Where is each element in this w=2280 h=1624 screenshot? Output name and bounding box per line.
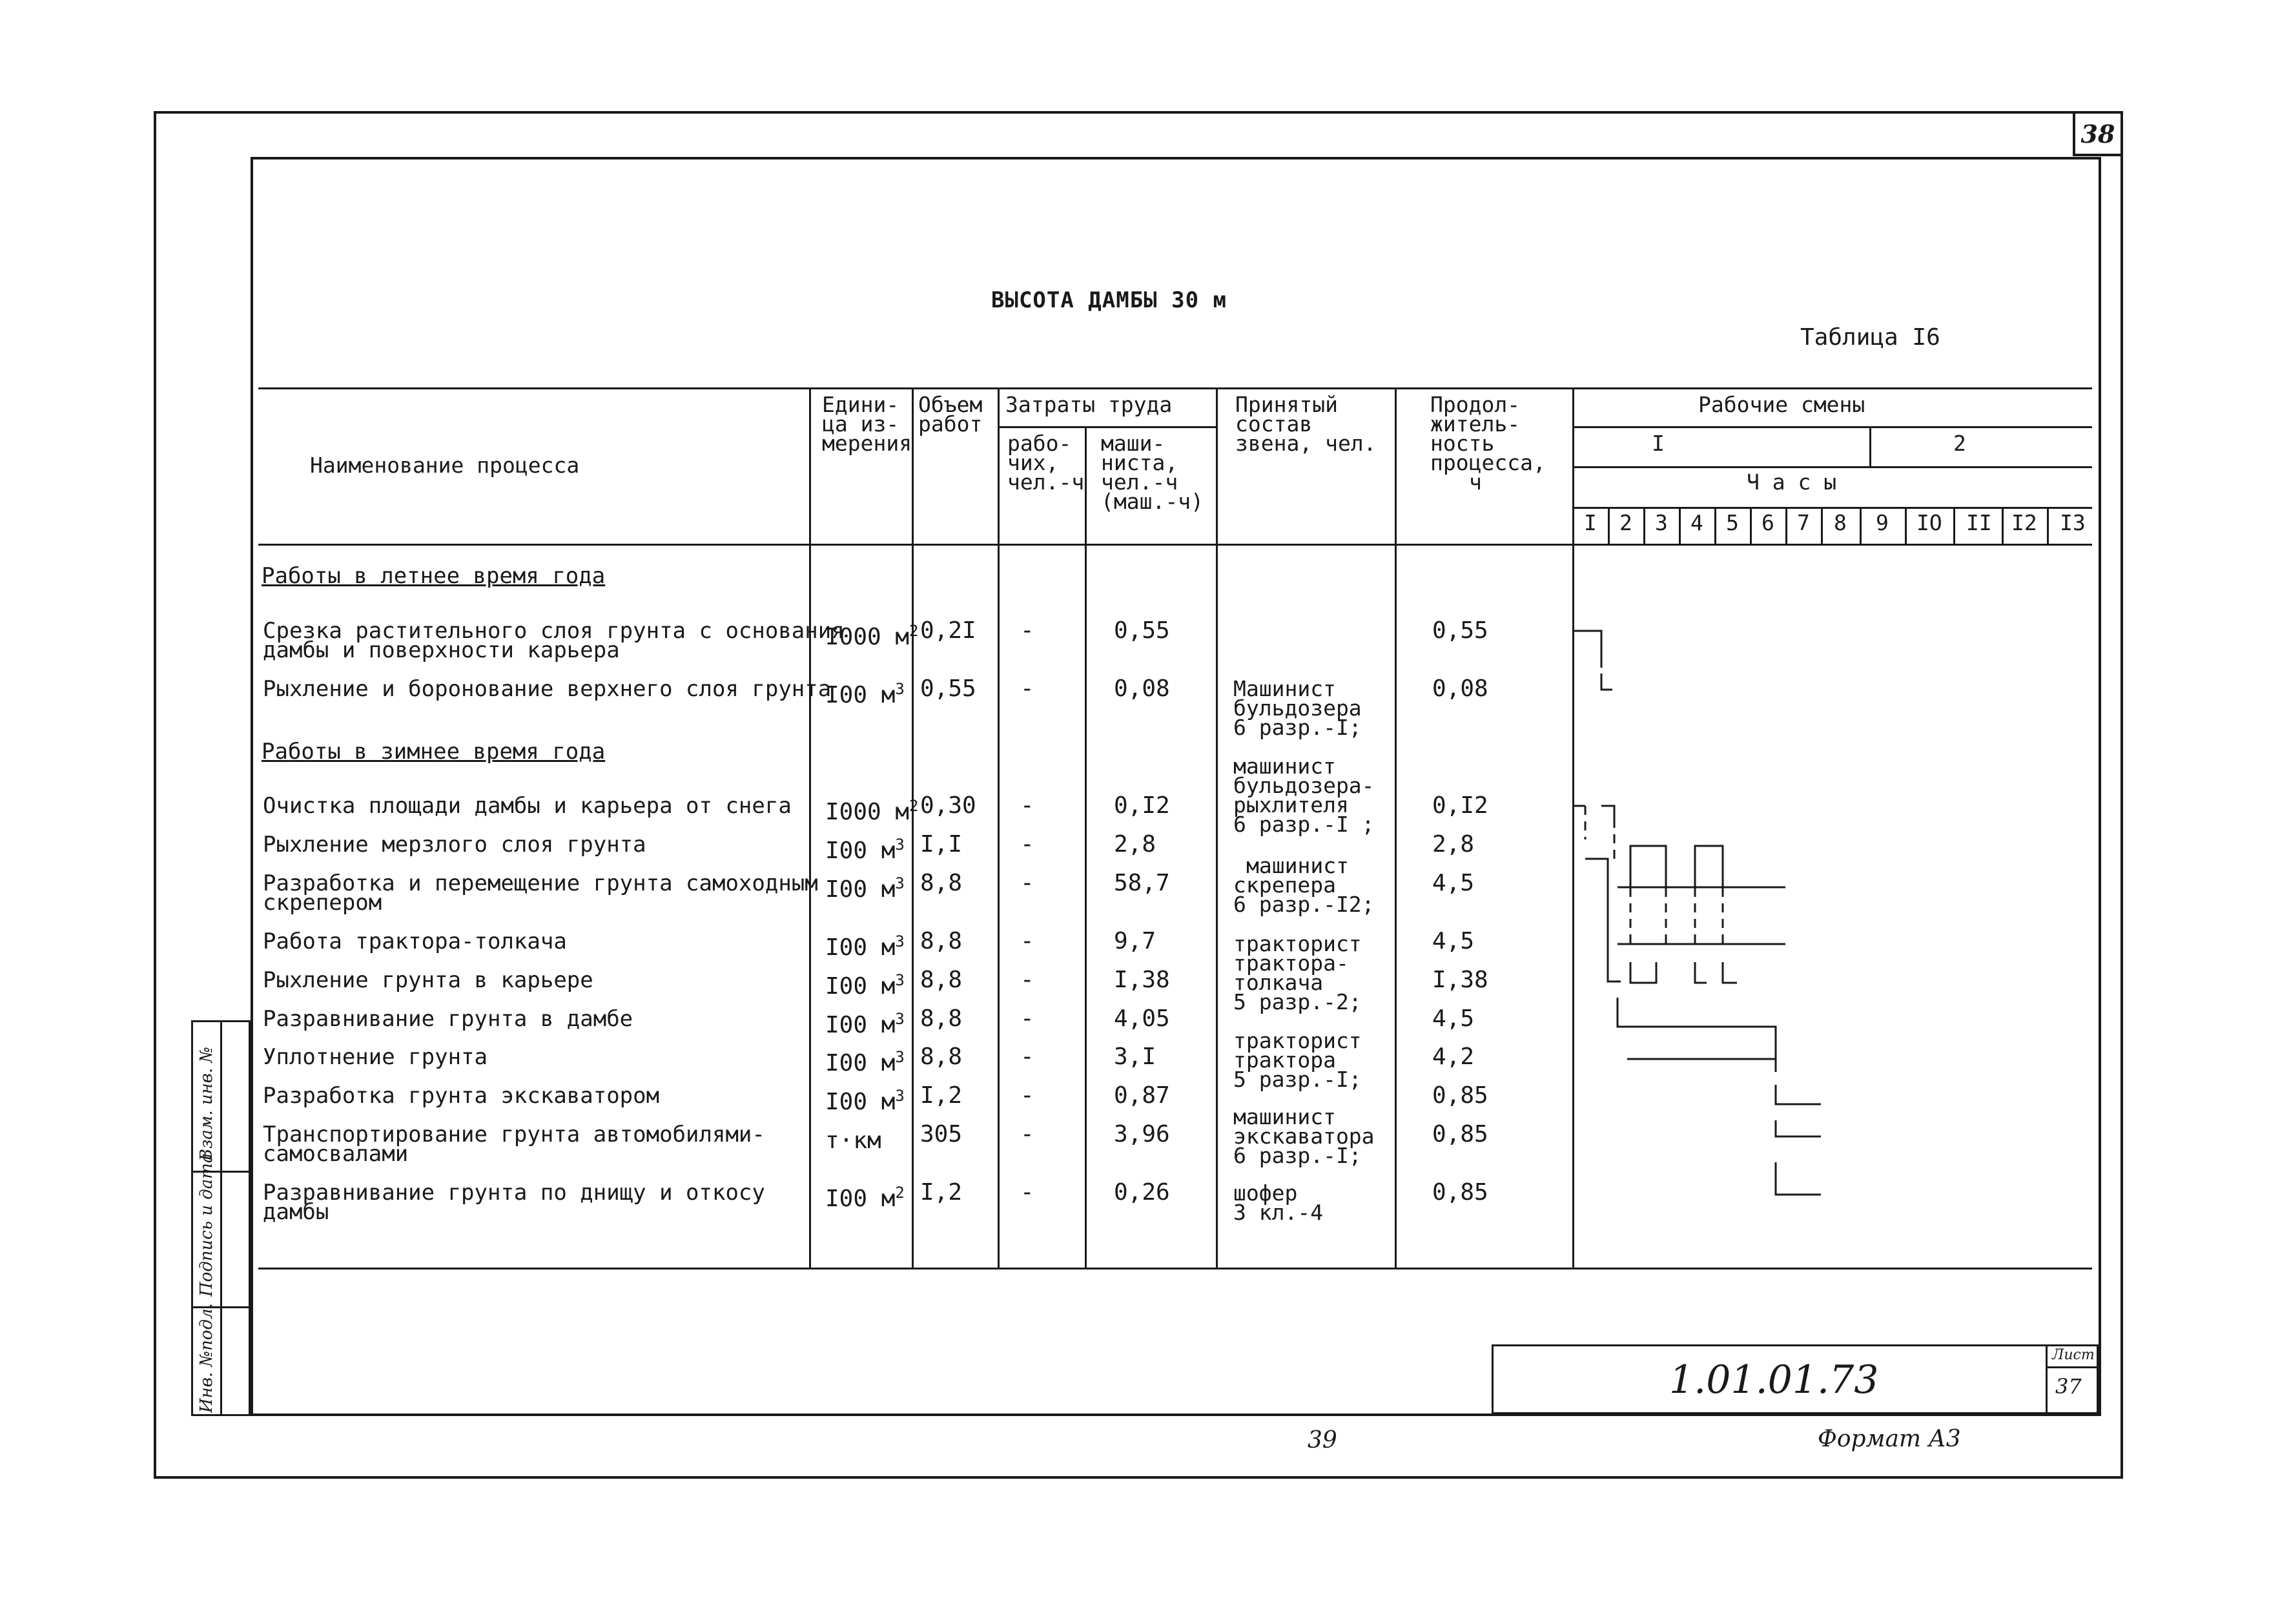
crew-note-driver: шофер 3 кл.-4 [1233, 1180, 1324, 1225]
workers-cell: - [1020, 675, 1034, 702]
process-name: Разработка и перемещение грунта самоходным скрепером [263, 870, 818, 916]
volume-cell: 8,8 [920, 967, 963, 993]
unit-cell: I00 $м^3$ [825, 874, 905, 903]
process-name: Рыхление и боронование верхнего слоя грунта [263, 676, 832, 702]
crew-note-tractor: тракторист трактора 5 разр.-I; [1233, 1028, 1362, 1092]
stamp-inv-original: Инв. №подл. [197, 1303, 216, 1413]
machinists-cell: 4,05 [1114, 1005, 1170, 1032]
duration-cell: 2,8 [1432, 831, 1475, 858]
hour-5: 5 [1726, 510, 1739, 535]
stamp-signature-date: Подпись и дата [197, 1153, 216, 1297]
workers-cell: - [1020, 967, 1034, 993]
process-name: Транспортирование грунта автомобилями- самосвалами [263, 1122, 765, 1167]
process-name: Срезка растительного слоя грунта с основания дамбы и поверхности карьера [263, 618, 845, 663]
page-number-bottom: 39 [1308, 1427, 1337, 1454]
machinists-cell: 0,08 [1114, 675, 1170, 702]
machinists-cell: I,38 [1114, 967, 1170, 993]
hour-6: 6 [1761, 510, 1774, 535]
section-winter: Работы в зимнее время года [262, 739, 606, 765]
header-labor: Затраты труда [1005, 392, 1173, 417]
hour-11: II [1966, 510, 1992, 535]
unit-cell: I00 $м^3$ [825, 1087, 905, 1115]
volume-cell: I,2 [920, 1082, 963, 1109]
crew-note-pusher: тракторист трактора- толкача 5 разр.-2; [1233, 931, 1362, 1014]
machinists-cell: 0,26 [1114, 1179, 1170, 1206]
workers-cell: - [1020, 1179, 1034, 1206]
volume-cell: 8,8 [920, 870, 963, 896]
section-summer: Работы в летнее время года [262, 563, 606, 589]
machinists-cell: 9,7 [1114, 928, 1156, 954]
process-name: Разработка грунта экскаватором [263, 1083, 660, 1109]
table-label: Таблица I6 [1800, 324, 1940, 351]
workers-cell: - [1020, 870, 1034, 896]
hour-3: 3 [1655, 510, 1668, 535]
format-label: Формат А3 [1818, 1426, 1961, 1452]
unit-cell: I000 $м^2$ [825, 622, 919, 650]
unit-cell: I00 $м^3$ [825, 1048, 905, 1076]
workers-cell: - [1020, 928, 1034, 954]
volume-cell: 8,8 [920, 1005, 963, 1032]
machinists-cell: 58,7 [1114, 870, 1170, 896]
volume-cell: 305 [920, 1121, 963, 1147]
hour-7: 7 [1797, 510, 1810, 535]
header-shift-1: I [1652, 431, 1665, 456]
workers-cell: - [1020, 617, 1034, 644]
duration-cell: 0,85 [1432, 1179, 1488, 1206]
workers-cell: - [1020, 792, 1034, 819]
duration-cell: 4,5 [1432, 1005, 1475, 1032]
top-sheet-number: 38 [2073, 111, 2123, 156]
volume-cell: 0,2I [920, 617, 976, 644]
side-stamp [191, 1020, 251, 1416]
hour-9: 9 [1876, 510, 1889, 535]
document-title: ВЫСОТА ДАМБЫ 30 м [991, 287, 1227, 313]
volume-cell: I,I [920, 831, 963, 858]
header-shifts: Рабочие смены [1698, 392, 1865, 417]
header-volume: Объем работ [918, 392, 983, 437]
hour-4: 4 [1690, 510, 1703, 535]
workers-cell: - [1020, 1005, 1034, 1032]
process-name: Очистка площади дамбы и карьера от снега [263, 793, 792, 819]
unit-cell: I00 $м^2$ [825, 1184, 905, 1212]
hour-8: 8 [1834, 510, 1847, 535]
volume-cell: I,2 [920, 1179, 963, 1206]
workers-cell: - [1020, 1082, 1034, 1109]
duration-cell: 4,5 [1432, 870, 1475, 896]
unit-cell: I00 $м^3$ [825, 971, 905, 1000]
header-unit: Едини- ца из- мерения [822, 392, 912, 456]
duration-cell: 0,85 [1432, 1082, 1488, 1109]
unit-cell: I00 $м^3$ [825, 1010, 905, 1038]
hour-10: IO [1916, 510, 1942, 535]
stamp-replacement-inv: Взам. инв. № [197, 1046, 216, 1161]
document-code: 1.01.01.73 [1669, 1357, 1879, 1403]
unit-cell: т·км [825, 1127, 881, 1154]
machinists-cell: 0,55 [1114, 617, 1170, 644]
machinists-cell: 2,8 [1114, 831, 1156, 858]
volume-cell: 0,55 [920, 675, 976, 702]
process-name: Разравнивание грунта по днищу и откосу дамбы [263, 1180, 765, 1225]
crew-note-bulldozer: Машинист бульдозера 6 разр.-I; [1233, 676, 1362, 740]
process-name: Рыхление грунта в карьере [263, 967, 593, 993]
machinists-cell: 3,96 [1114, 1121, 1170, 1147]
duration-cell: 0,08 [1432, 675, 1488, 702]
duration-cell: 4,2 [1432, 1043, 1475, 1070]
hour-13: I3 [2060, 510, 2086, 535]
duration-cell: 4,5 [1432, 928, 1475, 954]
header-machinists: маши- ниста, чел.-ч (маш.-ч) [1101, 431, 1204, 514]
header-crew: Принятый состав звена, чел. [1235, 392, 1377, 456]
unit-cell: I00 $м^3$ [825, 680, 905, 708]
header-process: Наименование процесса [310, 453, 580, 478]
machinists-cell: 0,I2 [1114, 792, 1170, 819]
duration-cell: 0,85 [1432, 1121, 1488, 1147]
process-name: Работа трактора-толкача [263, 929, 567, 954]
header-hours: Ч а с ы [1747, 469, 1837, 495]
header-shift-2: 2 [1953, 431, 1966, 456]
process-name: Уплотнение грунта [263, 1044, 488, 1070]
sheet-value: 37 [2055, 1374, 2082, 1399]
volume-cell: 8,8 [920, 928, 963, 954]
unit-cell: I00 $м^3$ [825, 836, 905, 864]
crew-note-scraper: машинист [1246, 853, 1349, 878]
workers-cell: - [1020, 831, 1034, 858]
workers-cell: - [1020, 1121, 1034, 1147]
header-workers: рабо- чих, чел.-ч [1007, 431, 1085, 495]
process-name: Разравнивание грунта в дамбе [263, 1006, 633, 1032]
hour-2: 2 [1619, 510, 1632, 535]
duration-cell: 0,I2 [1432, 792, 1488, 819]
hour-12: I2 [2011, 510, 2037, 535]
workers-cell: - [1020, 1043, 1034, 1070]
unit-cell: I000 $м^2$ [825, 797, 919, 825]
crew-note-excavator: машинист экскаватора 6 разр.-I; [1233, 1104, 1375, 1168]
header-duration: Продол- житель- ность процесса, ч [1430, 392, 1546, 495]
machinists-cell: 0,87 [1114, 1082, 1170, 1109]
duration-cell: I,38 [1432, 967, 1488, 993]
crew-note-ripper: машинист бульдозера- рыхлителя 6 разр.-I ; [1233, 754, 1375, 837]
volume-cell: 8,8 [920, 1043, 963, 1070]
machinists-cell: 3,I [1114, 1043, 1156, 1070]
hour-1: I [1584, 510, 1597, 535]
crew-note-scraper-b: скрепера 6 разр.-I2; [1233, 872, 1375, 917]
process-name: Рыхление мерзлого слоя грунта [263, 832, 646, 858]
sheet-label: Лист [2052, 1347, 2095, 1363]
unit-cell: I00 $м^3$ [825, 932, 905, 961]
duration-cell: 0,55 [1432, 617, 1488, 644]
volume-cell: 0,30 [920, 792, 976, 819]
